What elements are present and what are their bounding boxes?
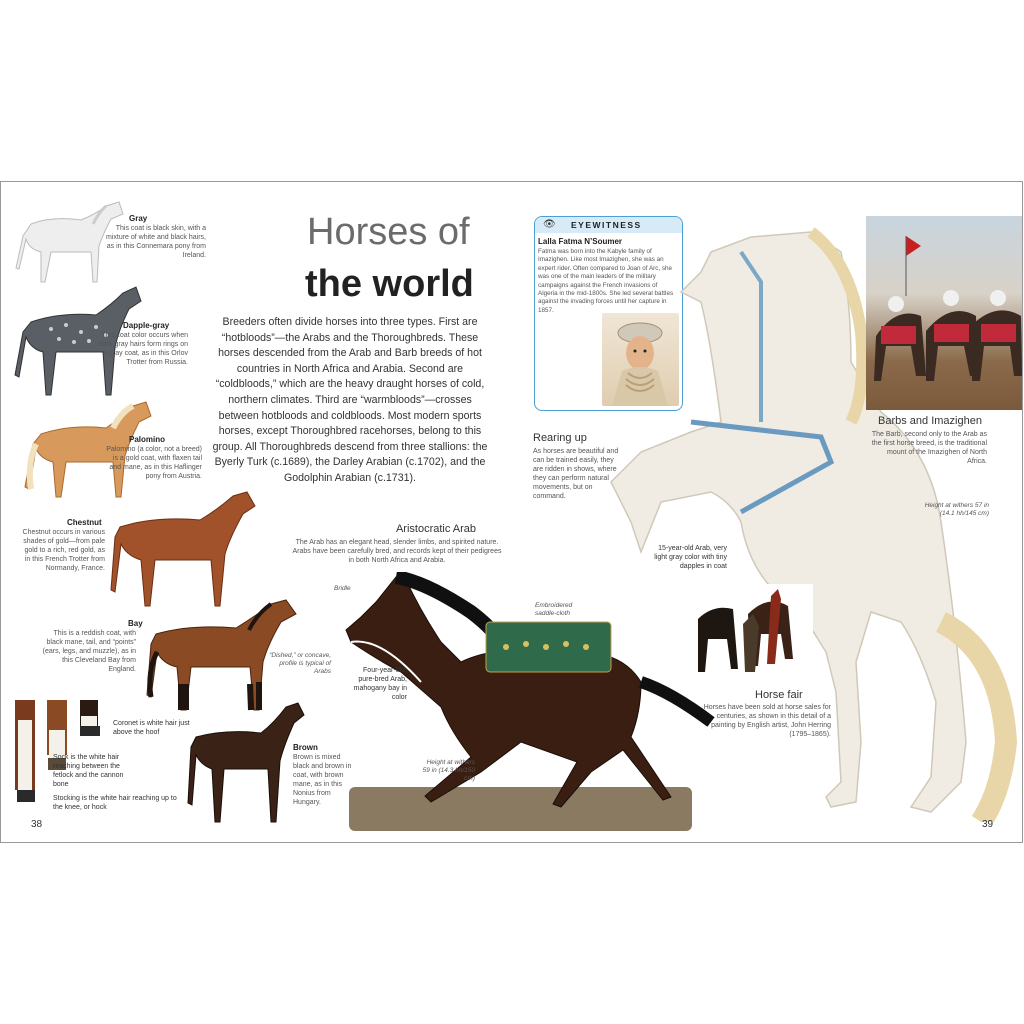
- barbs-text: The Barb, second only to the Arab as the first horse breed, is the traditional mount of the Imazighen of North Africa.: [871, 431, 987, 465]
- rearing-heading: Rearing up: [533, 432, 587, 444]
- dapple-text: This coat color occurs when dark gray hairs form rings on a gray coat, as in this Orlov Trotter from Russia.: [98, 332, 188, 366]
- bay-label: Bay: [128, 619, 143, 628]
- page-number-right: 39: [982, 819, 994, 830]
- saddle-label: Embroidered saddle-cloth: [535, 602, 573, 617]
- eyewitness-name: Lalla Fatma N’Soumer: [538, 237, 623, 246]
- bay-text: This is a reddish coat, with black mane, tail, and “points” (ears, legs, and muzzle), as in this Cleveland Bay from England.: [42, 630, 136, 673]
- title-line-1: Horses of: [307, 211, 470, 253]
- rearing-text: As horses are beautiful and can be trained easily, they are ridden in shows, where they can perform natural movements, but on command.: [533, 448, 619, 500]
- rearing-height: Height at withers 57 in (14.1 hh/145 cm): [924, 502, 989, 517]
- fair-heading: Horse fair: [755, 689, 803, 701]
- barbs-heading: Barbs and Imazighen: [878, 415, 982, 427]
- stocking-text: Stocking is the white hair reaching up to the knee, or hock: [53, 795, 177, 811]
- horse-fair-painting: [693, 584, 813, 674]
- barbs-photo: [866, 216, 1023, 410]
- eyewitness-text: Fatma was born into the Kabyle family of Imazighen. Like most Imazighen, she was an expert rider. Often compared to Joan of Arc, she was one of the main leaders of the military campaigns against the French invasions of Algeria in the mid-1800s. She led several battles against the invading forces until her capture in 1857.: [538, 248, 674, 314]
- eyewitness-badge: EYEWITNESS: [571, 220, 642, 230]
- chestnut-text: Chestnut occurs in various shades of gold—from pale gold to a rich, red gold, as in this French Trotter from Normandy, France.: [22, 529, 105, 572]
- book-spread: [0, 181, 1023, 843]
- arab-height: Height at withers 59 in (14.3 hh/150 cm): [422, 759, 475, 782]
- fair-text: Horses have been sold at horse sales for centuries, as shown in this detail of a painting by English artist, John Herring (1795–1865).: [703, 704, 831, 738]
- sock-text: Sock is the white hair reaching between the fetlock and the cannon bone: [53, 754, 124, 788]
- arab-heading: Aristocratic Arab: [395, 523, 477, 535]
- eye-icon: 👁: [543, 219, 556, 230]
- dapple-label: Dapple-gray: [123, 321, 170, 330]
- bridle-label: Bridle: [334, 585, 351, 592]
- arab-text: The Arab has an elegant head, slender limbs, and spirited nature. Arabs have been carefully bred, and records kept of their pedigrees in both North Africa and Arabia.: [292, 539, 502, 564]
- coronet-text: Coronet is white hair just above the hoof: [113, 720, 190, 736]
- chestnut-label: Chestnut: [67, 518, 102, 527]
- dished-label: “Dished,” or concave, profile is typical of Arabs: [269, 652, 331, 675]
- rearing-caption: 15-year-old Arab, very light gray color with tiny dapples in coat: [654, 545, 727, 570]
- gray-text: This coat is black skin, with a mixture of white and black hairs, as in this Connemara pony from Ireland.: [106, 225, 206, 259]
- page-number-left: 38: [31, 819, 43, 830]
- palomino-text: Palomino (a color, not a breed) is a gold coat, with flaxen tail and mane, as in this Haflinger pony from Austria.: [106, 446, 202, 480]
- title-line-2: the world: [305, 263, 474, 305]
- palomino-label: Palomino: [129, 435, 166, 444]
- brown-label: Brown: [293, 743, 318, 752]
- brown-text: Brown is mixed black and brown in coat, with brown mane, as in this Nonius from Hungary.: [293, 754, 352, 806]
- gray-label: Gray: [129, 214, 148, 223]
- intro-text: Breeders often divide horses into three types. First are “hotbloods”—the Arabs and the Thoroughbreds. These horses descended from the Arab and Barb breeds of hot countries in North Africa and Arabia. Second are “coldbloods,” which are the heavy draught horses of cold, northern climates. Third are “warmbloods”—crosses between hotbloods and coldbloods. Most modern sports horses, except Thoroughbred racehorses, belong to this group. All Thoroughbreds descend from three stallions: the Byerly Turk (c.1689), the Darley Arabian (c.1702), and the Godolphin Arabian (c.1731).: [212, 316, 488, 484]
- arab-caption: Four-year-old, pure-bred Arab, mahogany bay in color: [353, 667, 407, 701]
